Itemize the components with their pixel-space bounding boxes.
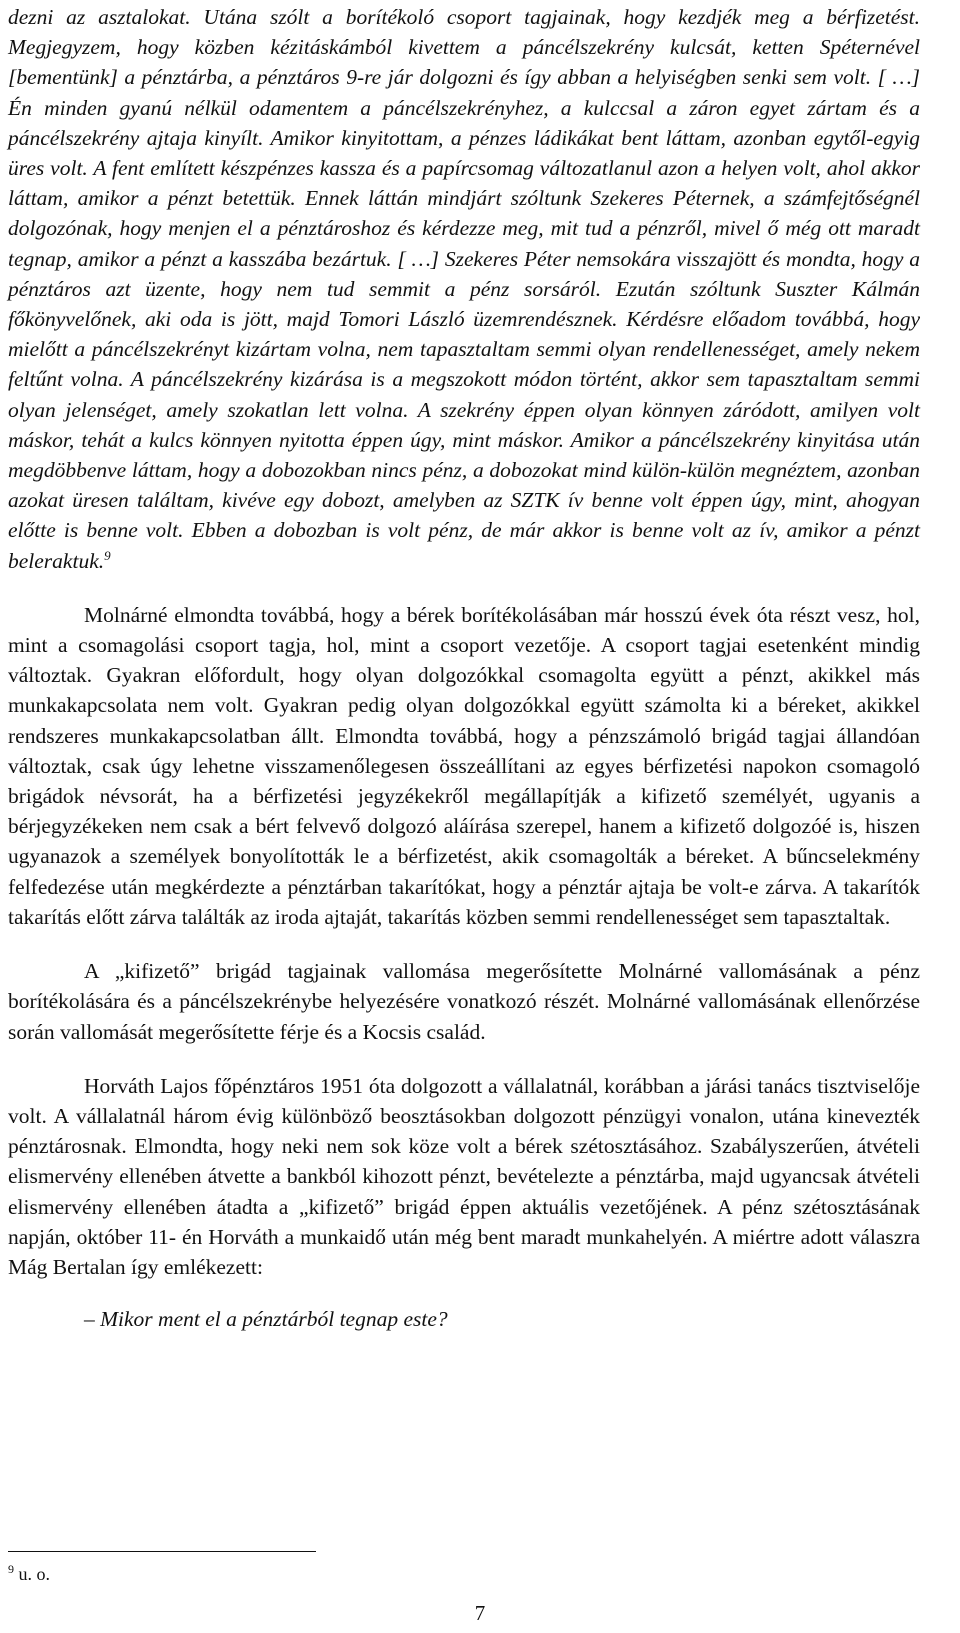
footnote-text: u. o. — [18, 1564, 50, 1584]
dialog-line: – Mikor ment el a pénztárból tegnap este? — [84, 1307, 448, 1332]
footnote-reference[interactable]: 9 — [104, 547, 111, 563]
body-text — [8, 2, 920, 1334]
testimony-paragraph — [8, 2, 920, 576]
paragraph: A „kifizető” brigád tagjainak vallomása megerősítette Molnárné vallomásának a pénz borítékolására és a páncélszekrénybe helyezésére vonatkozó részét. Molnárné vallomásának ellenőrzése során vallomását megerősítette férje és a Kocsis család. — [8, 959, 920, 1044]
paragraph: Molnárné elmondta továbbá, hogy a bérek borítékolásában már hosszú évek óta részt vesz, hol, mint a csomagolási csoport tagja, hol, mint a csoport vezetője. A csoport tagjai esetenként mindig változtak. Gyakran előfordult, hogy olyan dolgozókkal csomagolta együtt a pénzt, akikkel más munkakapcsolata nem volt. Gyakran pedig olyan dolgozókkal együtt számolta ki a béreket, akikkel rendszeres munkakapcsolatban állt. Elmondta továbbá, hogy a pénzszámoló brigád tagjai állandóan változtak, csak úgy lehetne visszamenőlegesen összeállítani az egyes bérfizetési napokon csomagoló brigádok névsorát, ha a bérfizetési jegyzékekről megállapítják a kifizető személyét, ugyanis a bérjegyzékeken nem csak a bért felvevő dolgozó aláírása szerepel, hanem a kifizető dolgozóé is, hiszen ugyanazok a személyek bonyolították le a bérfizetést, akik csomagolták a béreket. A bűncselekmény felfedezése után megkérdezte a pénztárban takarítókat, hogy a pénztár ajtaja be volt-e zárva. A takarítók takarítás előtt zárva találták az iroda ajtaját, takarítás közben semmi rendellenességet sem tapasztaltak. — [8, 602, 920, 929]
footnote-mark: 9 — [8, 1562, 14, 1576]
paragraph: Horváth Lajos főpénztáros 1951 óta dolgozott a vállalatnál, korábban a járási tanács tisztviselője volt. A vállalatnál három évig különböző beosztásokban dolgozott pénzügyi vonalon, utána kinevezték pénztárosnak. Elmondta, hogy neki nem sok köze volt a bérek szétosztásához. Szabályszerűen, átvételi elismervény ellenében átvette a bankból kihozott pénzt, bevételezte a pénztárba, majd ugyancsak átvételi elismervény ellenében átadta a „kifizető” brigád éppen aktuális vezetőjének. A pénz szétosztásának napján, október 11- én Horváth a munkaidő után még bent maradt munkahelyén. A miértre adott válaszra Mág Bertalan így emlékezett: — [8, 1073, 920, 1279]
testimony-text: dezni az asztalokat. Utána szólt a borítékoló csoport tagjainak, hogy kezdjék meg a bérfizetést. Megjegyzem, hogy közben kézitáskámból kivettem a páncélszekrény kulcsát, ketten Spéternével [bementünk] a pénztárba, a pénztáros 9-re jár dolgozni és így abban a helyiségben senki sem volt. [ …] Én minden gyanú nélkül odamentem a páncélszekrényhez, a kulccsal a záron egyet zártam és a páncélszekrény ajtaja kinyílt. Amikor kinyitottam, a pénzes ládikákat bent láttam, azonban egytől-egyig üres volt. A fent említett készpénzes kassza és a papírcsomag változatlanul azon a helyen volt, ahol akkor láttam, amikor a pénzt betettük. Ennek láttán mindjárt szóltunk Szekeres Péternek, a számfejtőségnél dolgozónak, hogy menjen el a pénztároshoz és kérdezze meg, mit tud a pénzről, mivel ő még ott maradt tegnap, amikor a pénzt a kasszába bezártuk. [ …] Szekeres Péter nemsokára visszajött és mondta, hogy a pénztáros azt üzente, hogy nem tud semmit a pénz sorsáról. Ezután szóltunk Suszter Kálmán főkönyvelőnek, aki oda is jött, majd Tomori László üzemrendésznek. Kérdésre előadom továbbá, hogy mielőtt a páncélszekrényt kizártam volna, nem tapasztaltam semmi olyan rendellenességet, amely nekem feltűnt volna. A páncélszekrény kizárása is a megszokott módon történt, akkor sem tapasztaltam semmi olyan jelenséget, amely szokatlan lett volna. A szekrény éppen olyan könnyen záródott, amilyen volt máskor, tehát a kulcs könnyen nyitotta éppen úgy, mint máskor. Amikor a páncélszekrény kinyitása után megdöbbenve láttam, hogy a dobozokban nincs pénz, a dobozokat mind külön-külön megnéztem, azonban azokat üresen találtam, kivéve egy dobozt, amelyben az SZTK ív benne volt éppen úgy, mint, ahogyan előtte is benne volt. Ebben a dobozban is volt pénz, de már akkor is benne volt az ív, amikor a pénzt beleraktuk. — [8, 5, 920, 573]
page-number: 7 — [474, 1601, 486, 1625]
footnote-divider — [8, 1551, 316, 1552]
footnote — [8, 1562, 50, 1586]
